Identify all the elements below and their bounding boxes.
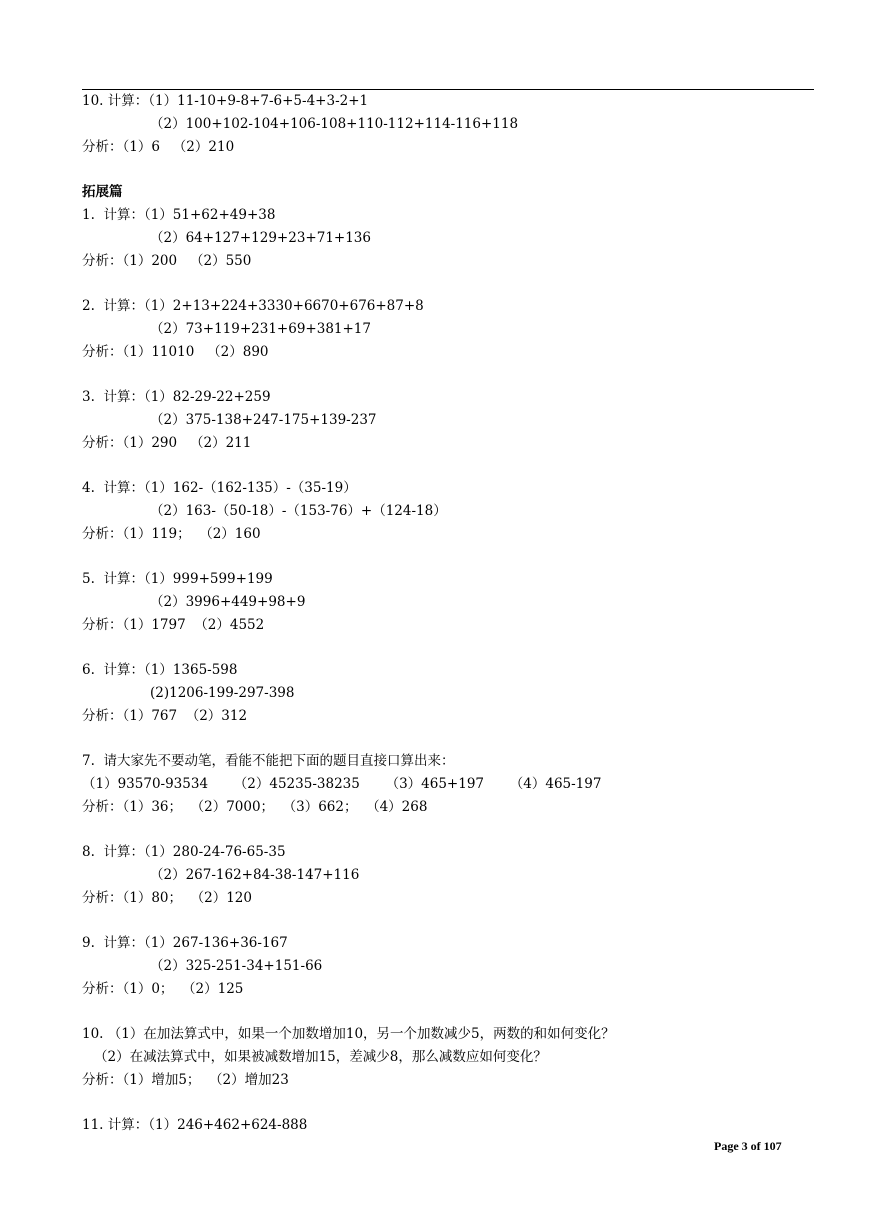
q1-line1: 1. 计算：（1）51+62+49+38 [82, 207, 276, 223]
q1-answer: 分析：（1）200 （2）550 [82, 253, 252, 269]
q10-answer: 分析：（1）增加5； （2）增加23 [82, 1072, 289, 1088]
q4-line2: （2）163-（50-18）-（153-76）+（124-18） [150, 503, 447, 519]
section-heading: 拓展篇 [82, 184, 123, 200]
q1-line2: （2）64+127+129+23+71+136 [150, 230, 371, 246]
q4-line1: 4. 计算：（1）162-（162-135）-（35-19） [82, 480, 357, 496]
q9-answer: 分析：（1）0； （2）125 [82, 981, 244, 997]
q8-line1: 8. 计算：（1）280-24-76-65-35 [82, 844, 286, 860]
page-number: Page 3 of 107 [714, 1139, 782, 1153]
q3-line2: （2）375-138+247-175+139-237 [150, 412, 377, 428]
q8-line2: （2）267-162+84-38-147+116 [150, 867, 360, 883]
q6-answer: 分析：（1）767 （2）312 [82, 708, 248, 724]
q5-line1: 5. 计算：（1）999+599+199 [82, 571, 273, 587]
q4-answer: 分析：（1）119； （2）160 [82, 526, 261, 542]
q2-line1: 2. 计算：（1）2+13+224+3330+6670+676+87+8 [82, 298, 424, 314]
q7-line2: （1）93570-93534 （2）45235-38235 （3）465+197 （4）465-197 [82, 776, 602, 792]
q9-line2: （2）325-251-34+151-66 [150, 958, 323, 974]
q6-line1: 6. 计算：（1）1365-598 [82, 662, 238, 678]
q-prev10-line2: （2）100+102-104+106-108+110-112+114-116+118 [150, 116, 519, 132]
q10-line1: 10. （1）在加法算式中，如果一个加数增加10，另一个加数减少5，两数的和如何变化？ [82, 1026, 615, 1042]
q11-line1: 11. 计算：（1）246+462+624-888 [82, 1117, 308, 1133]
q6-line2: (2)1206-199-297-398 [150, 685, 295, 701]
q-prev10-line1: 10. 计算：（1）11-10+9-8+7-6+5-4+3-2+1 [82, 93, 369, 109]
header-rule [82, 89, 814, 90]
q5-answer: 分析：（1）1797 （2）4552 [82, 617, 265, 633]
q7-line1: 7. 请大家先不要动笔，看能不能把下面的题目直接口算出来： [82, 753, 455, 769]
q7-answer: 分析：（1）36； （2）7000； （3）662； （4）268 [82, 799, 428, 815]
q9-line1: 9. 计算：（1）267-136+36-167 [82, 935, 288, 951]
q3-line1: 3. 计算：（1）82-29-22+259 [82, 389, 271, 405]
q5-line2: （2）3996+449+98+9 [150, 594, 306, 610]
q2-line2: （2）73+119+231+69+381+17 [150, 321, 371, 337]
q8-answer: 分析：（1）80； （2）120 [82, 890, 252, 906]
q-prev10-answer: 分析：（1）6 （2）210 [82, 139, 235, 155]
q2-answer: 分析：（1）11010 （2）890 [82, 344, 269, 360]
q10-line2: （2）在减法算式中，如果被减数增加15，差减少8，那么减数应如何变化？ [94, 1049, 547, 1065]
q3-answer: 分析：（1）290 （2）211 [82, 435, 252, 451]
